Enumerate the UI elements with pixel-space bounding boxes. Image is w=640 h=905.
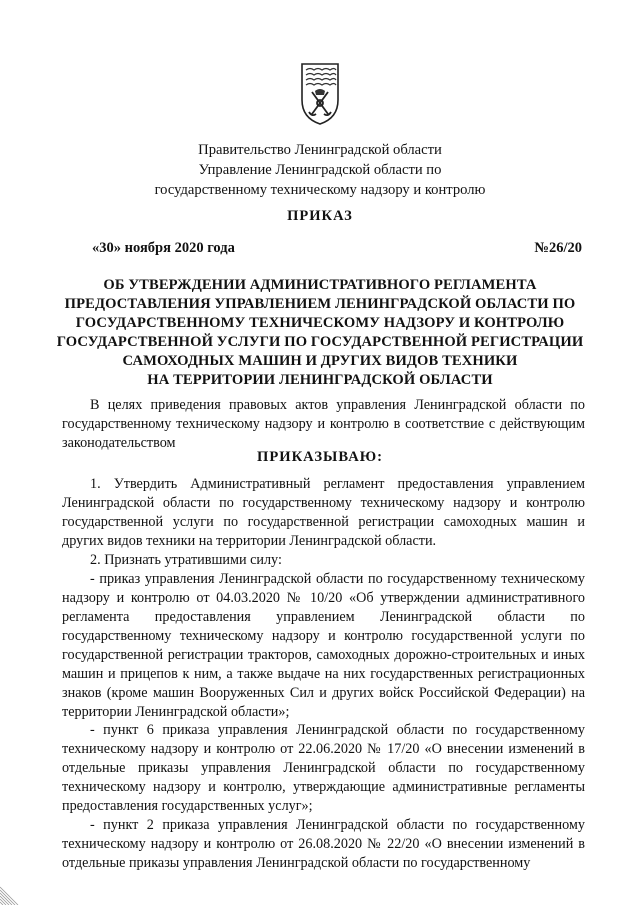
heading-line-6: НА ТЕРРИТОРИИ ЛЕНИНГРАДСКОЙ ОБЛАСТИ [147, 372, 493, 388]
bullet-2-paragraph: - пункт 6 приказа управления Ленинградской области по государственному техническому надзору и контролю от 22.06.2020 № 17/20 «О внесении изменений в отдельные приказы управления Ленинградской области по государственному техническому надзору и контролю, утверждающие административные регламенты предоставления государственных услуг»; [62, 722, 585, 814]
order-number: №26/20 [534, 240, 582, 256]
heading-line-3: ГОСУДАРСТВЕННОМУ ТЕХНИЧЕСКОМУ НАДЗОРУ И КОНТРОЛЮ [75, 315, 565, 331]
org-line-department: Управление Ленинградской области по [198, 162, 442, 178]
bullet-3-paragraph: - пункт 2 приказа управления Ленинградской области по государственному техническому надзору и контролю от 26.08.2020 № 22/20 «О внесении изменений в отдельные приказы управления Ленинградской области по государственному [62, 817, 585, 871]
item-2-paragraph: 2. Признать утратившими силу: [90, 552, 282, 568]
heading-line-4: ГОСУДАРСТВЕННОЙ УСЛУГИ ПО ГОСУДАРСТВЕННОЙ РЕГИСТРАЦИИ [56, 334, 584, 350]
heading-line-5: САМОХОДНЫХ МАШИН И ДРУГИХ ВИДОВ ТЕХНИКИ [122, 353, 518, 369]
document-type-title: ПРИКАЗ [287, 208, 353, 224]
org-line-government: Правительство Ленинградской области [198, 142, 442, 158]
scan-artifact-icon [0, 865, 40, 905]
order-date: «30» ноября 2020 года [92, 240, 235, 256]
coat-of-arms-emblem-icon [298, 62, 342, 126]
order-directive-word: ПРИКАЗЫВАЮ: [256, 449, 384, 465]
date-number-line [92, 240, 582, 257]
heading-line-2: ПРЕДОСТАВЛЕНИЯ УПРАВЛЕНИЕМ ЛЕНИНГРАДСКОЙ ОБЛАСТИ ПО [64, 296, 576, 312]
preamble-paragraph: В целях приведения правовых актов управления Ленинградской области по государственному техническому надзору и контролю в соответствие с действующим законодательством [62, 397, 585, 451]
item-1-paragraph: 1. Утвердить Административный регламент предоставления управлением Ленинградской области по государственному техническому надзору и контролю государственной услуги по государственной регистрации самоходных машин и других видов техники на территории Ленинградской области. [62, 476, 585, 549]
bullet-1-paragraph: - приказ управления Ленинградской области по государственному техническому надзору и контролю от 04.03.2020 № 10/20 «Об утверждении административного регламента предоставления управлением Ленинградской области по государственному техническому надзору и контролю государственной услуги по государственной регистрации тракторов, самоходных дорожно-строительных и иных машин и прицепов к ним, а также выдаче на них государственных регистрационных знаков (кроме машин Вооруженных Сил и других войск Российской Федерации) на территории Ленинградской области»; [62, 571, 585, 720]
org-line-department-scope: государственному техническому надзору и контролю [154, 182, 486, 198]
heading-line-1: ОБ УТВЕРЖДЕНИИ АДМИНИСТРАТИВНОГО РЕГЛАМЕНТА [103, 277, 537, 293]
